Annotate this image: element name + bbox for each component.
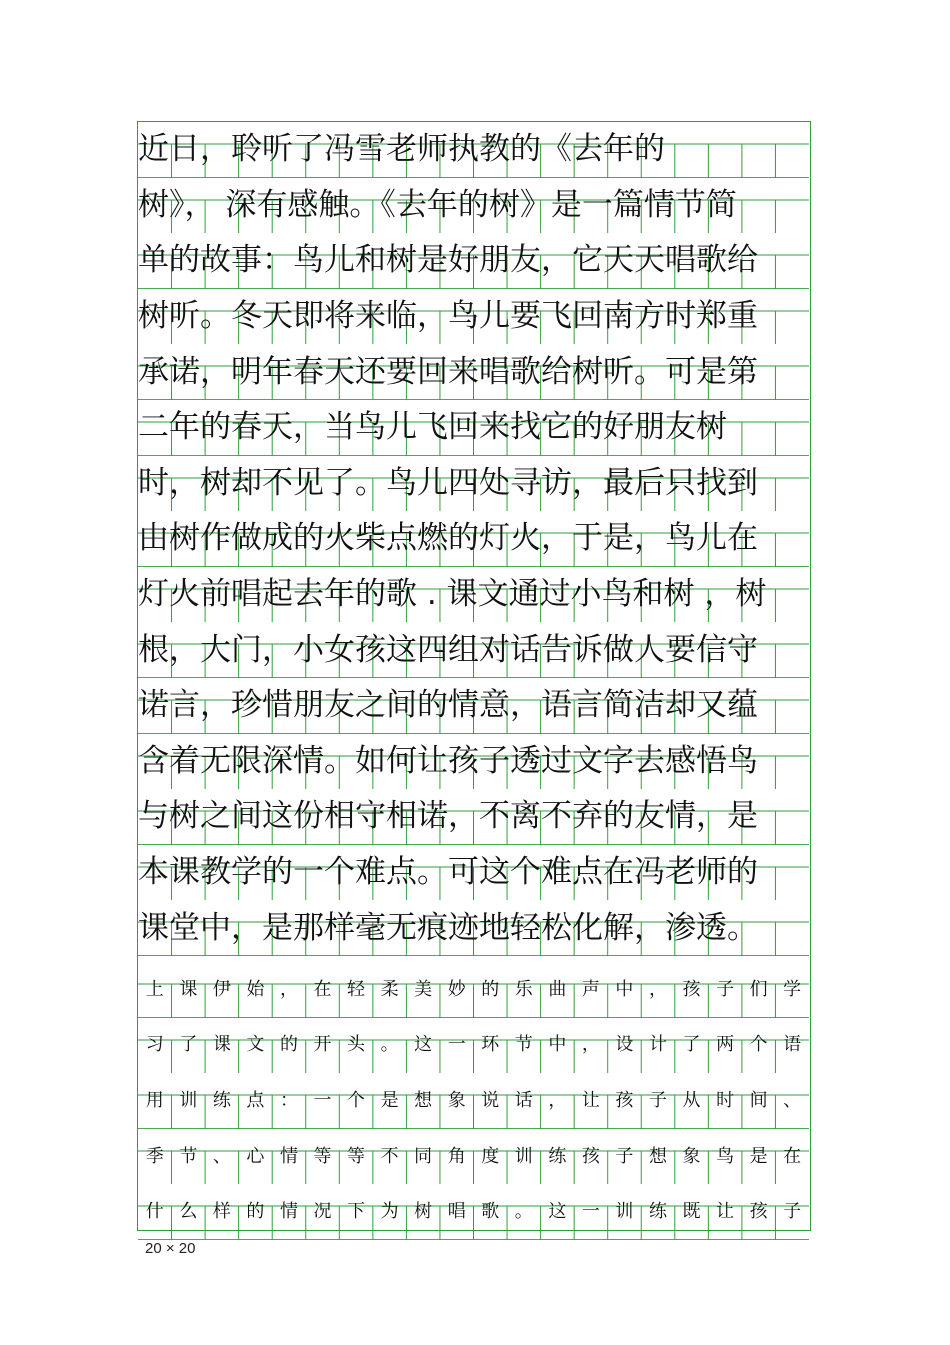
grid-line bbox=[138, 1073, 810, 1129]
line-text: 季 节 、 心 情 等 等 不 同 角 度 训 练 孩 子 想 象 鸟 是 在 bbox=[145, 1145, 802, 1167]
line-text: 承诺，明年春天还要回来唱歌给树听。可是第 bbox=[138, 353, 758, 390]
essay-line bbox=[138, 233, 810, 289]
grid-line bbox=[138, 1184, 810, 1240]
line-text: 二年的春天，当鸟儿飞回来找它的好朋友树 bbox=[138, 409, 727, 446]
essay-line bbox=[138, 789, 810, 845]
line-text: 含着无限深情。如何让孩子透过文字去感悟鸟 bbox=[138, 742, 758, 779]
manuscript-grid-sheet bbox=[137, 121, 811, 1231]
line-text: 课堂中，是那样毫无痕迹地轻松化解，渗透。 bbox=[138, 909, 758, 946]
line-text: 本课教学的一个难点。可这个难点在冯老师的 bbox=[138, 854, 758, 891]
grid-line bbox=[138, 1018, 810, 1074]
essay-line bbox=[138, 400, 810, 456]
grid-line bbox=[138, 962, 810, 1018]
essay-line bbox=[138, 622, 810, 678]
line-text: 用 训 练 点 ： 一 个 是 想 象 说 话 ， 让 孩 子 从 时 间 、 bbox=[145, 1089, 802, 1111]
line-text: 上 课 伊 始 ， 在 轻 柔 美 妙 的 乐 曲 声 中 ， 孩 子 们 学 bbox=[145, 978, 802, 1000]
essay-line bbox=[138, 900, 810, 956]
essay-line bbox=[138, 567, 810, 623]
line-text: 习 了 课 文 的 开 头 。 这 一 环 节 中 ， 设 计 了 两 个 语 bbox=[145, 1034, 802, 1056]
line-text: 树》， 深有感触。《去年的树》是一篇情节简 bbox=[138, 186, 737, 223]
line-text: 与树之间这份相守相诺，不离不弃的友情，是 bbox=[138, 798, 758, 835]
essay-line bbox=[138, 845, 810, 901]
essay-line bbox=[138, 734, 810, 790]
line-text: 由树作做成的火柴点燃的灯火，于是，鸟儿在 bbox=[138, 520, 758, 557]
line-text: 时，树却不见了。鸟儿四处寻访，最后只找到 bbox=[138, 464, 758, 501]
grid-line bbox=[138, 1129, 810, 1185]
essay-line bbox=[138, 289, 810, 345]
essay-line bbox=[138, 456, 810, 512]
essay-line bbox=[138, 122, 810, 178]
essay-line bbox=[138, 511, 810, 567]
essay-line bbox=[138, 678, 810, 734]
line-text: 根，大门，小女孩这四组对话告诉做人要信守 bbox=[138, 631, 758, 668]
line-text: 灯火前唱起去年的歌 . 课文通过小鸟和树 ，树 bbox=[138, 576, 767, 613]
line-text: 近日，聆听了冯雪老师执教的《去年的 bbox=[138, 131, 665, 168]
essay-line bbox=[138, 178, 810, 234]
grid-size-label: 20 × 20 bbox=[145, 1240, 196, 1257]
essay-line bbox=[138, 344, 810, 400]
line-text: 单的故事：鸟儿和树是好朋友，它天天唱歌给 bbox=[138, 242, 758, 279]
line-text: 树听。冬天即将来临，鸟儿要飞回南方时郑重 bbox=[138, 298, 758, 335]
line-text: 什 么 样 的 情 况 下 为 树 唱 歌 。 这 一 训 练 既 让 孩 子 bbox=[145, 1201, 802, 1223]
line-text: 诺言，珍惜朋友之间的情意，语言简洁却又蕴 bbox=[138, 687, 758, 724]
